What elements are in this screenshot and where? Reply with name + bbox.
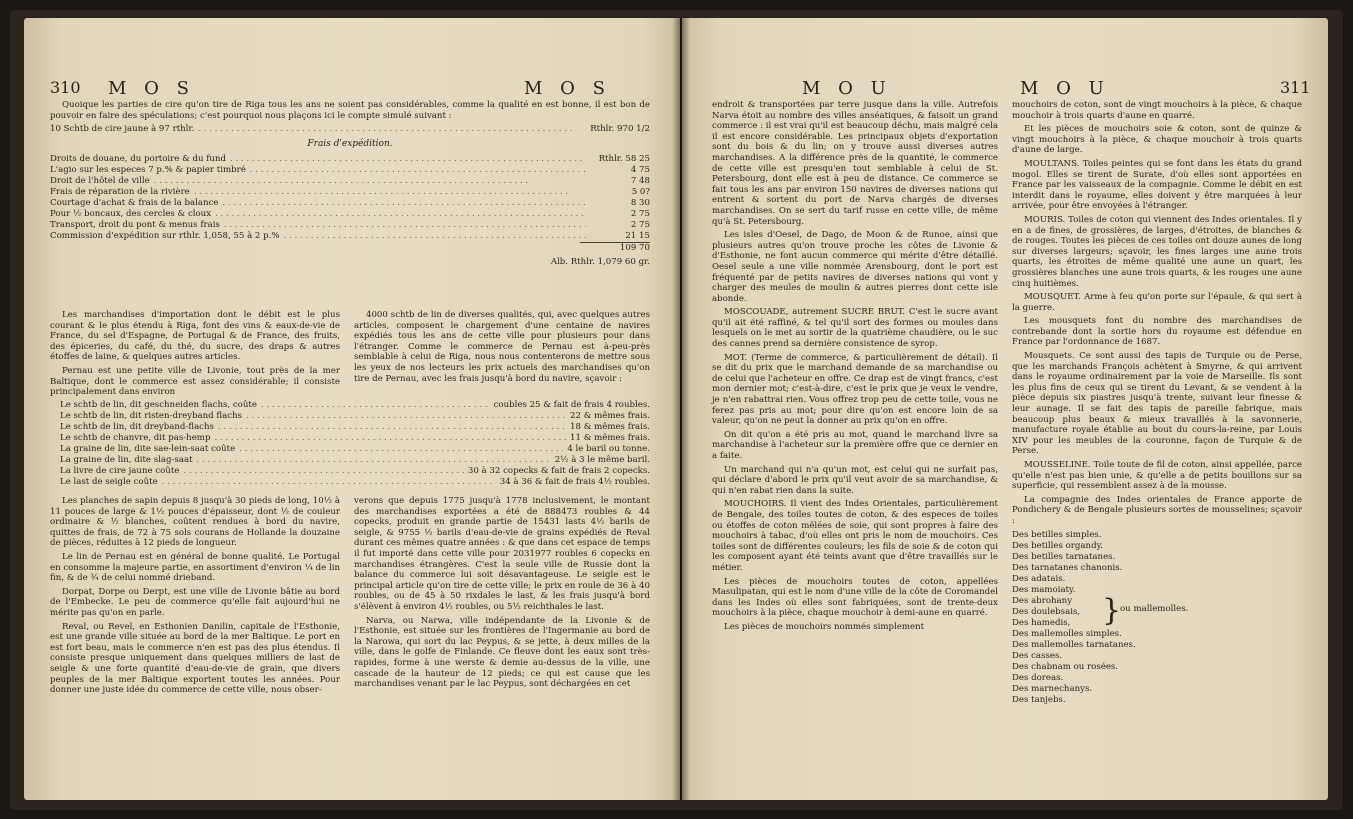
running-head-left: M O S — [108, 78, 195, 99]
price-value: 4 le baril ou tonne. — [567, 444, 650, 454]
intro-paragraph: Quoique les parties de cire qu'on tire de Riga tous les ans ne soient pas considérables, comme la qualité en est bonne, il est bon de pouvoir en faire des spéculations; c'est pourquoi nous plaçons ici le compte simulé suivant : 10 Schtb de cire jaune à 97 rthlr. . . . Rthlr. 970 1/2 Frais d'expédition. Droits de douane, du portoire & du fund . . . Rthlr. 58 25 L'agio sur les especes 7 p.% & papier timbré . . . 4 75 Droit de l'hôtel de ville . . . 7 48 Frais de réparation de la rivière . . . 5 0? Courtage d'achat & frais de la balance . . . 8 30 Pour ½ boncaux, des cercles & cloux . . . 2 75 Transport, droit du pont & menus frais . . . 2 75 Commission d'expédition sur rthlr. 1,058, 55 à 2 p.% . . . 21 15 109 70 Alb. Rthlr. 1,079 60 gr. — [50, 100, 650, 268]
cost-row — [50, 198, 650, 209]
list-item: Des betilles organdy. — [1012, 540, 1104, 551]
cost-row — [50, 187, 650, 198]
list-item: Des marnechanys. — [1012, 683, 1093, 694]
cost-value: 2 75 — [630, 219, 650, 230]
running-head-right-2: M O U — [1020, 78, 1110, 99]
list-item: Des tanjebs. — [1012, 694, 1066, 705]
price-row — [60, 433, 650, 444]
price-value: 30 à 32 copecks & fait de frais 2 copecks. — [467, 466, 650, 476]
frais-title: Frais d'expédition. — [307, 139, 393, 150]
cost-value: 2 75 — [630, 208, 650, 219]
left-col-3: Les planches de sapin depuis 8 jusqu'à 30 pieds de long, 10½ à 11 pouces de large & 1½ pouces d'épaisseur, dont ½ de couleur ordinaire & ½ blanches, coûtent rendues à bord du navire, quittes de frais, de 72 à 75 sols courans de Hollande la douzaine de pièces, réduites à 12 pieds de longueur. Le lin de Pernau est en général de bonne qualité. Le Portugal en consomme la majeure partie, en assortiment d'environ ¼ de lin fin, & de ¾ de celui nommé drieband. Dorpat, Dorpe ou Derpt, est une ville de Livonie bâtie au bord de l'Embecke. Le peu de commerce qu'elle fait aujourd'hui ne mérite pas qu'on en parle. Reval, ou Revel, en Esthonien Danilin, capitale de l'Esthonie, est une grande ville située au bord de la mer Baltique. Le port en est fort beau, mais le commerce n'en est pas des plus étendus. Il consiste presque uniquement dans quelques milliers de last de seigle & une forte quantité d'eau-de-vie de grain, que divers peuples de la mer Baltique exportent toutes les années. Pour donner une juste idée du commerce de cette ville, nous obser- — [50, 496, 340, 696]
page-number-right: 311 — [1280, 78, 1311, 97]
price-value: 22 & mêmes frais. — [570, 411, 650, 421]
price-value: 11 & mêmes frais. — [570, 433, 650, 443]
price-label: Le last de seigle coûte — [60, 477, 158, 487]
left-col-4: verons que depuis 1775 jusqu'à 1778 inclusivement, le montant des marchandises exportées a été de 888473 roubles & 44 copecks, produit en grande partie de 15431 lasts 4½ barils de seigle, & 9755 ½ barils d'eau-de-vie de grains expédiés de Reval durant ces mêmes quatre années : & que dans cet espace de temps il fut importé dans cette ville pour 2031977 roubles 6 copecks en marchandises étrangères. C'est la seule ville de Russie dont la balance du commerce lui soit désavantageuse. Le seigle est le principal article qu'on tire de cette ville; le prix en roule de 36 à 40 roubles, ou de 45 à 50 rixdales le last, & les frais jusqu'à bord s'élèvent à environ 4½ roubles, ou 5½ reichthales le last. Narva, ou Narwa, ville indépendante de la Livonie & de l'Esthonie, est située sur les frontières de l'Ingermanie au bord de la Narowa, qui sort du lac Peypus, & se jette, à deux milles de la ville, dans le golfe de Finlande. Ce fleuve dont les eaux sont très-rapides, forme à une werste & demie au-dessus de la ville, une cascade de la hauteur de 12 pieds; ce qui est cause que les marchandises venant par le lac Peypus, sont déchargées en cet — [354, 496, 650, 690]
left-col-1: Les marchandises d'importation dont le débit est le plus courant & le plus étendu à Riga, font des vins & eaux-de-vie de France, du sel d'Espagne, de Portugal & de France, des fruits, des épiceries, du café, du thé, du sucre, des draps & autres étoffes de laine, & quelques autres articles. Pernau est une petite ville de Livonie, tout près de la mer Baltique, dont le commerce est assez considérable; il consiste principalement dans environ — [50, 310, 340, 398]
price-label: La livre de cire jaune coûte — [60, 466, 180, 476]
price-value: 18 & mêmes frais. — [570, 422, 650, 432]
left-col-2: 4000 schtb de lin de diverses qualités, qui, avec quelques autres articles, composent le chargement d'une centaine de navires expédiés tous les ans de cette ville pour plusieurs pour dans l'étranger. Comme le commerce de Pernau est à-peu-près semblable à celui de Riga, nous nous contenterons de mettre sous les yeux de nos lecteurs les prix actuels des marchandises qu'on tire de Pernau, avec les frais jusqu'à bord du navire, sçavoir : — [354, 310, 650, 384]
cost-row — [50, 220, 650, 231]
cost-row — [50, 176, 650, 187]
cost-label: Droits de douane, du portoire & du fund — [50, 153, 227, 164]
brace-label: ou mallemolles. — [1120, 603, 1189, 614]
left-page — [24, 18, 680, 800]
cost-value: 5 0? — [631, 186, 650, 197]
cost-row — [50, 209, 650, 220]
cost-value: 8 30 — [630, 197, 650, 208]
list-item: Des mamoiaty. — [1012, 584, 1076, 595]
cost-value: 7 48 — [630, 175, 650, 186]
page-number-left: 310 — [50, 78, 81, 97]
cost-row — [50, 165, 650, 176]
price-label: La graine de lin, dite slag-saat — [60, 455, 193, 465]
list-item: Des abrohany — [1012, 595, 1073, 606]
cost-row — [50, 154, 650, 165]
price-label: La graine de lin, dite sae-lein-saat coûte — [60, 444, 236, 454]
price-label: Le schtb de lin, dit dreyband-flachs — [60, 422, 214, 432]
running-head-left-2: M O S — [524, 78, 611, 99]
price-row — [60, 455, 650, 466]
list-item: Des mallemolles tarnatanes. — [1012, 639, 1136, 650]
cost-value: 21 15 — [625, 230, 650, 241]
price-row — [60, 411, 650, 422]
grand-total: Alb. Rthlr. 1,079 60 gr. — [550, 257, 650, 268]
costs-total: 109 70 — [580, 242, 650, 254]
cost-value: Rthlr. 58 25 — [598, 153, 650, 164]
price-row — [60, 466, 650, 477]
list-item: Des casses. — [1012, 650, 1063, 661]
first-line-row: 10 Schtb de cire jaune à 97 rthlr. . . . Rthlr. 970 1/2 — [50, 124, 650, 135]
price-row — [60, 400, 650, 411]
cost-label: Frais de réparation de la rivière — [50, 186, 190, 197]
right-col-2: mouchoirs de coton, sont de vingt mouchoirs à la pièce, & chaque mouchoir à trois quarts d'aune en quarré. Et les pièces de mouchoirs soie & coton, sont de quinze & vingt mouchoirs à la pièce, & chaque mouchoir à trois quarts d'aune de large. MOULTANS. Toiles peintes qui se font dans les états du grand mogol. Elles se tirent de Surate, d'où elles sont apportées en France par les vaisseaux de la compagnie. Comme le débit en est interdit dans le royaume, elles doivent y être marquées à leur arrivée, pour être envoyées à l'étranger. MOURIS. Toiles de coton qui viennent des Indes orientales. Il y en a de fines, de grossières, de larges, d'étroites, de blanches & de rouges. Toutes les pièces de ces toiles ont douze aunes de long sur diverses largeurs; sçavoir, les fines larges une aune trois quarts, les étroites de même qualité une aune un quart, les grossières blanches une aune trois quarts, & les rouges une aune cinq huitièmes. MOUSQUET. Arme à feu qu'on porte sur l'épaule, & qui sert à la guerre. Les mousquets font du nombre des marchandises de contrebande dont la sortie hors du royaume est défendue en France par l'ordonnance de 1687. Mousquets. Ce sont aussi des tapis de Turquie ou de Perse, que les marchands François achètent à Smyrne, & qui arrivent dans le royaume ordinairement par la voie de Marseille. Ils sont les plus fins de ceux qui se tirent du Levant, & se vendent à la pièce depuis six piastres jusqu'à trente, suivant leur finesse & leur aunage. Il se fait des tapis de pareille fabrique, mais beaucoup plus beaux & mieux travaillés à la savonnerie, manufacture royale établie au bout du cours-la-reine, par Louis XIV pour les meubles de la couronne, façon de Turquie & de Perse. MOUSSELINE. Toile toute de fil de coton, ainsi appellée, parce qu'elle n'est pas bien unie, & qu'elle a de petits bouillons sur sa superficie, qui ressemblent assez à de la mousse. La compagnie des Indes orientales de France apporte de Pondichery & de Bengale plusieurs sortes de mousselines; sçavoir : Des betilles simples. Des betilles organdy. Des betilles tarnatanes. Des tarnatanes chanonis. Des adatais. Des mamoiaty. Des abrohany Des doulebsais, Des hamedis, Des mallemolles simples. Des mallemolles tarnatanes. Des casses. Des chabnam ou rosées. Des doreas. Des marnechanys. Des tanjebs. } ou mallemolles. — [1012, 100, 1302, 705]
list-item: Des betilles tarnatanes. — [1012, 551, 1116, 562]
cost-label: Courtage d'achat & frais de la balance — [50, 197, 219, 208]
list-item: Des tarnatanes chanonis. — [1012, 562, 1123, 573]
cost-label: Pour ½ boncaux, des cercles & cloux — [50, 208, 212, 219]
cost-label: Droit de l'hôtel de ville — [50, 175, 150, 186]
cost-row — [50, 231, 650, 242]
list-item: Des doulebsais, — [1012, 606, 1081, 617]
list-item: Des mallemolles simples. — [1012, 628, 1122, 639]
mousseline-list — [1012, 530, 1302, 706]
list-item: Des adatais. — [1012, 573, 1066, 584]
price-label: Le schtb de chanvre, dit pas-hemp — [60, 433, 211, 443]
price-label: Le schtb de lin, dit geschneiden flachs, coûte — [60, 400, 257, 410]
price-value: 2½ à 3 le même baril. — [554, 455, 650, 465]
book-gutter — [672, 18, 690, 800]
list-item: Des hamedis, — [1012, 617, 1071, 628]
price-row — [60, 444, 650, 455]
costs-table — [50, 154, 650, 242]
prices-table — [60, 400, 650, 488]
cost-label: L'agio sur les especes 7 p.% & papier timbré — [50, 164, 246, 175]
list-item: Des betilles simples. — [1012, 529, 1102, 540]
price-value: coubles 25 & fait de frais 4 roubles. — [493, 400, 650, 410]
cost-value: 4 75 — [630, 164, 650, 175]
cost-label: Commission d'expédition sur rthlr. 1,058, 55 à 2 p.% — [50, 230, 280, 241]
right-col-1: endroit & transportées par terre jusque dans la ville. Autrefois Narva étoit au nombre des villes anséatiques, & faisoit un grand commerce : il est vrai qu'il est beaucoup déchu, mais malgré cela il est encore considérable. Les principaux objets d'exportation sont du bois & du lin; on y trouve aussi diverses autres marchandises. A la différence près de la quantité, le commerce de cette ville est presqu'en tout semblable à celui de St. Petersbourg, dont elle est à peu de distance. Ce commerce se fait tous les ans par environ 150 navires de diverses nations qui entrent & sortent du port de Narva chargés de diverses marchandises. On se sert du tarif russe en cette ville, de même qu'à St. Petersbourg. Les isles d'Oesel, de Dago, de Moon & de Runoe, ainsi que plusieurs autres qu'on trouve proche les côtes de Livonie & d'Esthonie, ne font aucun commerce qui mérite d'être détaillé. Oesel seule a une ville nommée Arensbourg, dont le port est fréquenté par de petits navires de diverses nations qui vont y charger des meules de moulin & autres pierres dont cette isle abonde. MOSCOUADE, autrement SUCRE BRUT. C'est le sucre avant qu'il ait été raffiné, & tel qu'il sort des formes ou moules dans lesquels on le met au sortir de la quatrième chaudière, ou le suc des cannes prend sa dernière consistence de syrop. MOT. (Terme de commerce, & particulièrement de détail). Il se dit du prix que le marchand demande de sa marchandise ou de celui que l'acheteur en offre. Ce drap est de vingt francs, c'est mon dernier mot; c'est-à-dire, c'est le prix que je veux le vendre, je n'en rabattrai rien. Vous offrez trop peu de cette toile, vous ne ferez pas pris au mot; pour dire qu'on est encore loin de sa valeur, qu'on ne peut la donner au prix qu'on en offre. On dit qu'on a été pris au mot, quand le marchand livre sa marchandise à l'acheteur sur la première offre que ce dernier en a faite. Un marchand qui n'a qu'un mot, est celui qui ne surfait pas, qui déclare d'abord le prix qu'il veut avoir de sa marchandise, & qui n'en rabat rien dans la suite. MOUCHOIRS. Il vient des Indes Orientales, particulièrement de Bengale, des toiles toutes de coton, & des especes de toiles ou étoffes de coton mêlées de soie, qui sont propres à faire des mouchoirs à tabac, d'où elles ont pris le nom de mouchoirs. Ces toiles sont de différentes couleurs; les fils de soie & de coton qui les composent ayant été teints avant que d'être travaillés sur le métier. Les pièces de mouchoirs toutes de coton, appellées Masulipatan, qui est le nom d'une ville de la côte de Coromandel dans les Indes où elles sont fabriquées, sont de trente-deux mouchoirs à la pièce, chaque mouchoir à demi-aune en quarré. Les pièces de mouchoirs nommés simplement — [712, 100, 998, 632]
list-item: Des doreas. — [1012, 672, 1064, 683]
brace: } — [1102, 592, 1122, 628]
open-book — [10, 10, 1343, 810]
price-row — [60, 477, 650, 488]
price-row — [60, 422, 650, 433]
price-value: 34 à 36 & fait de frais 4½ roubles. — [499, 477, 650, 487]
price-label: Le schtb de lin, dit risten-dreyband flachs — [60, 411, 243, 421]
cost-label: Transport, droit du pont & menus frais — [50, 219, 220, 230]
right-page — [682, 18, 1328, 800]
running-head-right: M O U — [802, 78, 892, 99]
list-item: Des chabnam ou rosées. — [1012, 661, 1119, 672]
